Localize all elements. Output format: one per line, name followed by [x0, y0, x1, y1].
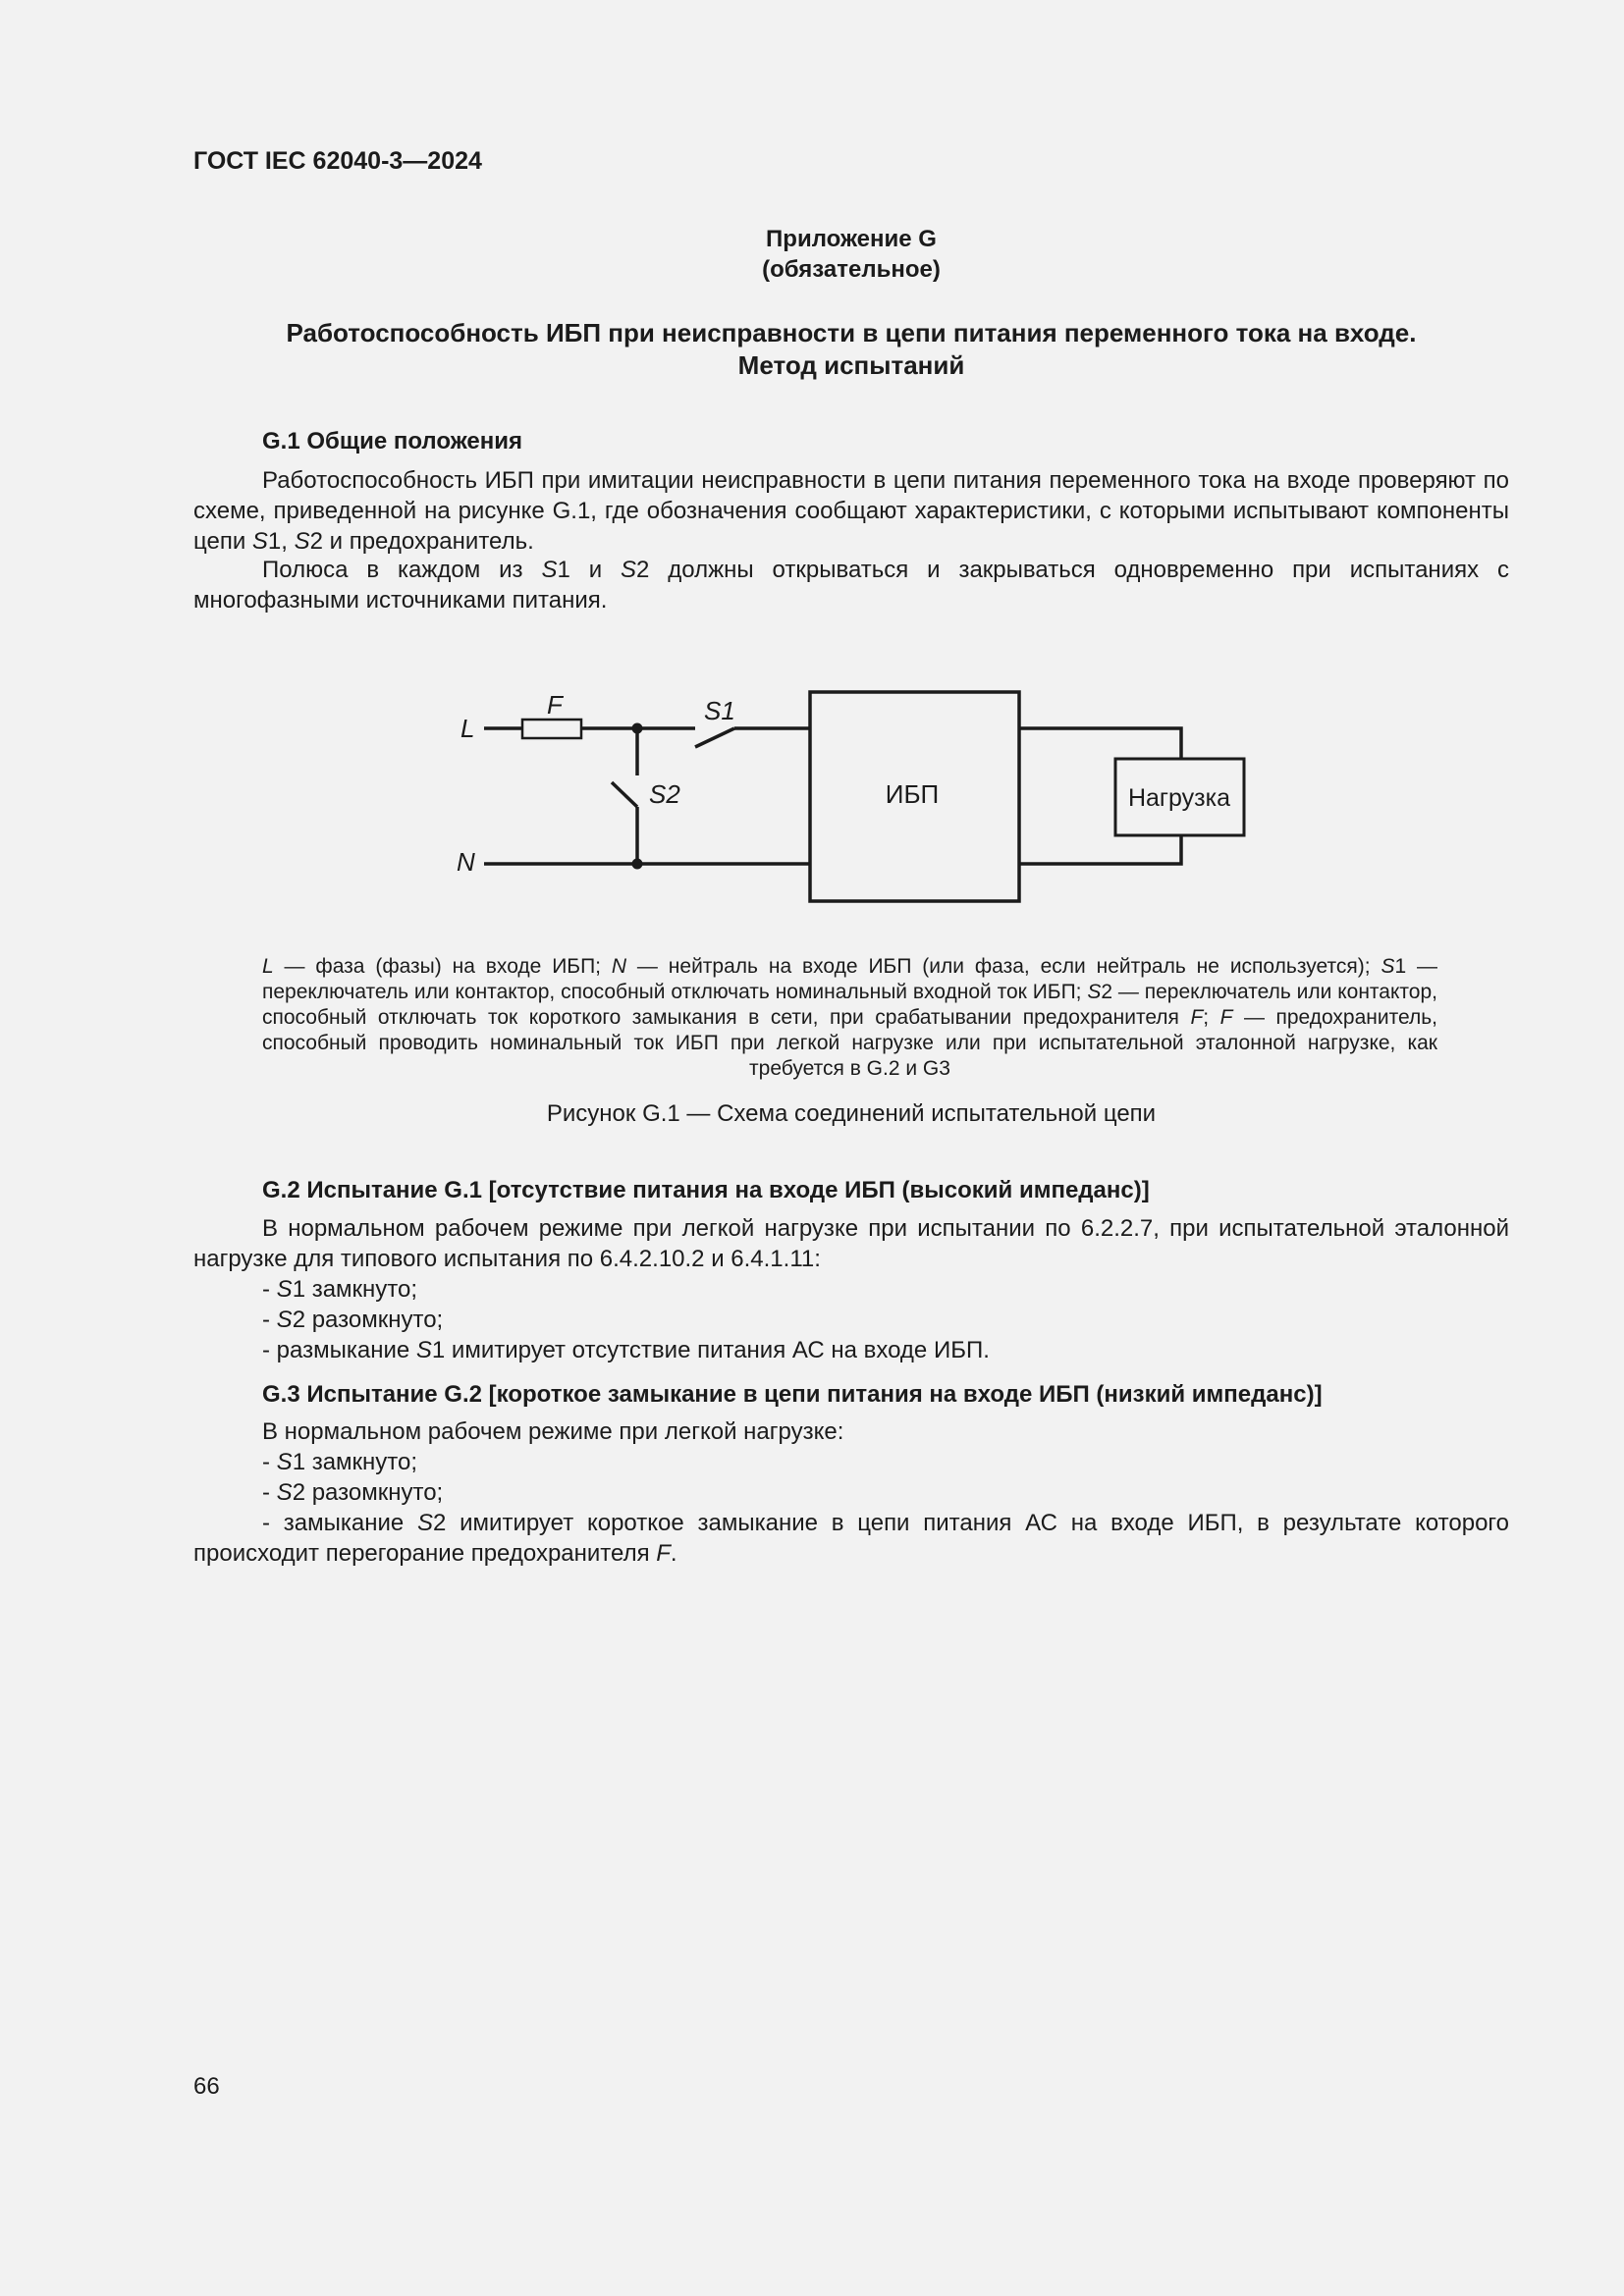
switch-s1 [695, 728, 734, 747]
label-f: F [547, 690, 563, 720]
switch-s2 [612, 782, 637, 807]
load-wire-top [1019, 728, 1181, 759]
section-g1-paragraph2: Полюса в каждом из S1 и S2 должны открываться и закрываться одновременно при испытаниях с многофазными источниками питания. [193, 557, 1509, 614]
section-g3-heading: G.3 Испытание G.2 [короткое замыкание в цепи питания на входе ИБП (низкий импеданс)] [262, 1381, 1323, 1408]
list-item: - S2 разомкнуто; [262, 1479, 444, 1506]
fuse-f [522, 720, 581, 738]
annex-heading-line1: Работоспособность ИБП при неисправности в цепи питания переменного тока на входе. [286, 318, 1417, 347]
label-n: N [457, 847, 475, 877]
annex-heading-line2: Метод испытаний [737, 350, 965, 380]
section-g2-heading: G.2 Испытание G.1 [отсутствие питания на входе ИБП (высокий импеданс)] [262, 1177, 1150, 1203]
list-item: - S1 замкнуто; [262, 1276, 418, 1303]
page-number: 66 [193, 2073, 220, 2100]
section-g1-paragraph1: Работоспособность ИБП при имитации неисправности в цепи питания переменного тока на входе проверяют по схеме, приведенной на рисунке G.1, где обозначения сообщают характеристики, с которыми испытывают компоненты цепи S1, S2 и предохранитель. [193, 467, 1509, 555]
figure-caption: Рисунок G.1 — Схема соединений испытательной цепи [546, 1100, 1157, 1127]
section-g2-paragraph1: В нормальном рабочем режиме при легкой нагрузке при испытании по 6.2.2.7, при испытательной эталонной нагрузке для типового испытания по 6.4.2.10.2 и 6.4.1.11: [193, 1215, 1509, 1272]
section-g3-paragraph-last: - замыкание S2 имитирует короткое замыкание в цепи питания АС на входе ИБП, в результате которого происходит перегорание предохранителя F. [193, 1510, 1510, 1567]
test-circuit-diagram [442, 677, 1257, 923]
junction-dot-n [632, 859, 643, 870]
list-item: - S2 разомкнуто; [262, 1307, 444, 1333]
list-item: - размыкание S1 имитирует отсутствие питания АС на входе ИБП. [262, 1337, 990, 1363]
load-label: Нагрузка [1127, 784, 1231, 812]
figure-legend: L — фаза (фазы) на входе ИБП; N — нейтраль на входе ИБП (или фаза, если нейтраль не используется); S1 — переключатель или контактор, способный отключать номинальный входной ток ИБП; S2 — переключатель или контактор, способный отключать ток короткого замыкания в сети, при срабатывании предохранителя F; F — предохранитель, способный проводить номинальный ток ИБП при легкой нагрузке или при испытательной эталонной нагрузке, как требуется в G.2 и G3 [262, 955, 1438, 1080]
list-item: - S1 замкнуто; [262, 1449, 418, 1475]
annex-type: (обязательное) [762, 256, 941, 283]
ups-label: ИБП [885, 779, 940, 809]
standard-id: ГОСТ IEC 62040-3—2024 [193, 147, 482, 175]
label-s1: S1 [704, 696, 735, 725]
label-s2: S2 [649, 779, 680, 809]
section-g3-paragraph1: В нормальном рабочем режиме при легкой нагрузке: [262, 1418, 844, 1445]
load-wire-bottom [1019, 835, 1181, 864]
section-g1-heading: G.1 Общие положения [262, 428, 522, 454]
junction-dot-l [632, 723, 643, 734]
label-l: L [460, 714, 475, 743]
annex-title: Приложение G [766, 226, 937, 252]
